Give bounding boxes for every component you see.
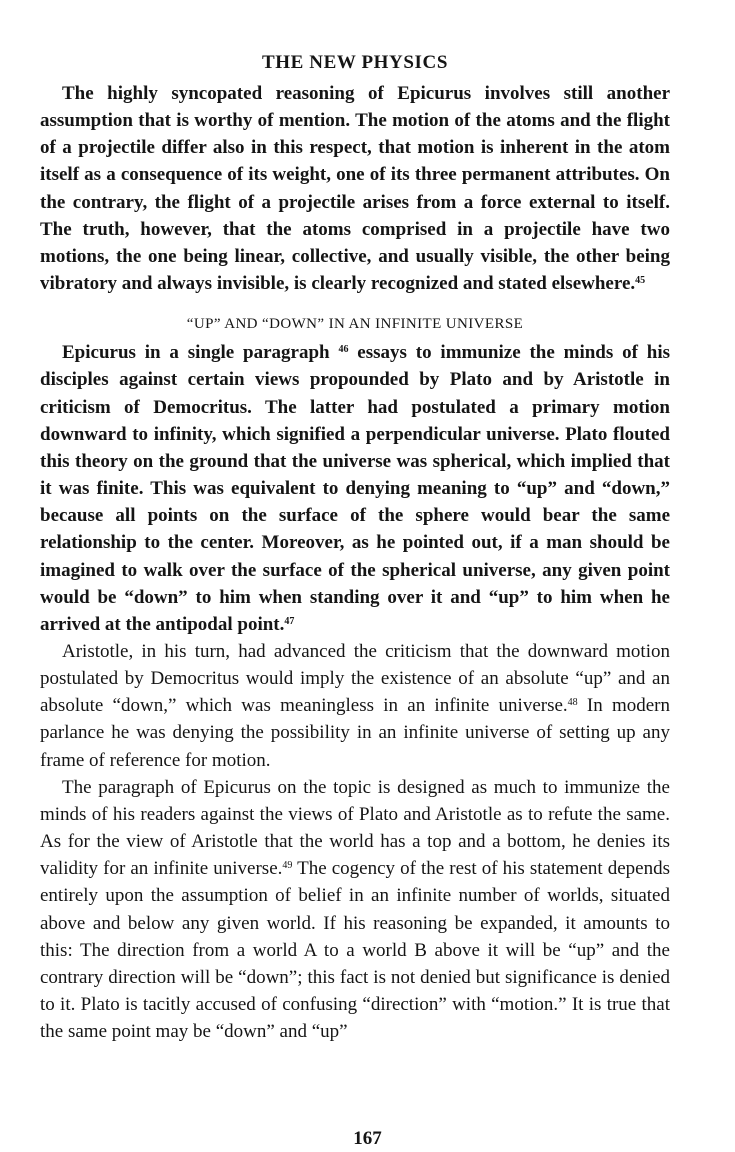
footnote-ref-45: 45 <box>635 275 646 287</box>
paragraph-4-text-b: The cogency of the rest of his statement depends entirely upon the assumption of belief in an infinite number of worlds, situated above and below any given world. If his reasoning be expanded, it amounts to this: The direction from a world A to a world B above it will be “up” and the contrary direction will be “down”; this fact is not denied but significance is denied to it. Plato is tacitly accused of confusing “direction” with “motion.” It is true that the same point may be “down” and “up” <box>40 858 670 1043</box>
section-heading: “UP” AND “DOWN” IN AN INFINITE UNIVERSE <box>186 316 524 333</box>
footnote-ref-46: 46 <box>338 344 349 356</box>
paragraph-4 <box>40 774 670 1046</box>
page-number: 167 <box>353 1128 382 1149</box>
paragraph-2-text-a: Epicurus in a single paragraph <box>62 342 330 364</box>
footnote-ref-47: 47 <box>284 615 295 627</box>
footnote-ref-49: 49 <box>282 860 293 872</box>
paragraph-3-text-b: In modern parlance he was denying the possibility in an infinite universe of setting up any frame of reference for motion. <box>40 695 670 771</box>
paragraph-1-text: The highly syncopated reasoning of Epicurus involves still another assumption that is worthy of mention. The motion of the atoms and the flight of a projectile differ also in this respect, that motion is inherent in the atom itself as a consequence of its weight, one of its three permanent attributes. On the contrary, the flight of a projectile arises from a force external to itself. The truth, however, that the atoms comprised in a projectile have two motions, the one being linear, collective, and usually visible, the other being vibratory and always invisible, is clearly recognized and stated elsewhere. <box>40 83 670 295</box>
running-head: THE NEW PHYSICS <box>261 52 449 73</box>
paragraph-4-text-a: The paragraph of Epicurus on the topic is designed as much to immunize the minds of his readers against the views of Plato and Aristotle as to refute the same. As for the view of Aristotle that the world has a top and a bottom, he denies its validity for an infinite universe. <box>40 776 670 880</box>
paragraph-3-text-a: Aristotle, in his turn, had advanced the criticism that the downward motion postulated by Democritus would imply the existence of an absolute “up” and an absolute “down,” which was meaningless in an infinite universe. <box>40 640 670 717</box>
book-page <box>40 44 670 1045</box>
paragraph-2-text-b: essays to immunize the minds of his disciples against certain views propounded by Plato and by Aristotle in criticism of Democritus. The latter had postulated a primary motion downward to infinity, which signified a perpendicular universe. Plato flouted this theory on the ground that the universe was spherical, which implied that it was finite. This was equivalent to denying meaning to “up” and “down,” because all points on the surface of the sphere would bear the same relationship to the center. Moreover, as he pointed out, if a man should be imagined to walk over the surface of the spherical universe, any given point would be “down” to him when standing over it and “up” to him when he arrived at the antipodal point. <box>40 342 671 635</box>
paragraph-1 <box>40 80 670 297</box>
paragraph-3 <box>40 638 670 774</box>
footnote-ref-48: 48 <box>567 697 578 709</box>
paragraph-2 <box>40 339 670 638</box>
